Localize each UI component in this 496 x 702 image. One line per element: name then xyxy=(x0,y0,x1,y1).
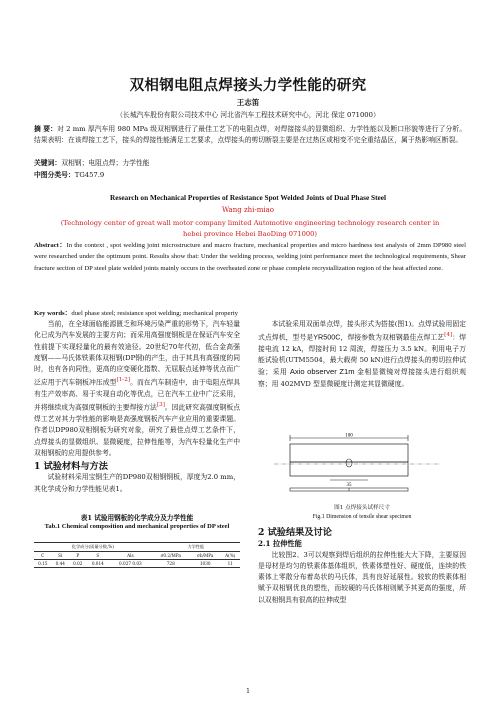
table-1-cell: 0.014 xyxy=(87,560,110,568)
english-affiliation-line2: hebei province Hebei BaoDing 071000) xyxy=(183,229,317,238)
english-title: Research on Mechanical Properties of Resistance Spot Welded Joints of Dual Phase Steel xyxy=(109,193,387,202)
table-1-group-mech: 力学性能 xyxy=(152,543,240,552)
page-number: 1 xyxy=(246,688,250,695)
right-column xyxy=(258,319,466,390)
reference-4[interactable]: [4] xyxy=(444,332,453,339)
table-1-chemical-composition xyxy=(34,542,240,568)
spot-weld-nugget xyxy=(346,459,352,467)
section-2 xyxy=(258,527,466,606)
abstract-label: 摘 要： xyxy=(34,125,58,133)
abstract-cn xyxy=(34,124,466,146)
clc-label: 中图分类号： xyxy=(34,171,75,179)
section-1-paragraph: 试验材料采用宝钢生产的DP980双相钢钢板，厚度为2.0 mm，其化学成分和力学性能见表1。 xyxy=(34,473,240,493)
table-1-header: σb/MPa xyxy=(190,552,221,560)
dimension-35-label: 35 xyxy=(346,483,352,488)
figure-1-specimen-drawing xyxy=(272,432,444,498)
intro-paragraph-1: 当前，在全球面临能源匮乏和环境污染严重的形势下，汽车轻量化已成为汽车发展的主要方向；而采用高强度钢板是在保证汽车安全性前提下实现轻量化的最有效途径。20世纪70年代初，低合金高强度钢——马氏体铁素体双相钢(DP钢)的产生，由于其具有高强度的同时，也有各向同性，更高的应变硬化指数、无屈服点延伸等优点而广泛应用于汽车钢板冲压成型[1-2]。而在汽车制造中，由于电阻点焊具有生产效率高、易于实现自动化等优点，已在汽车工业中广泛采用，并将继续成为高强度钢板的主要焊接方法[3]。因此研究高强度钢板点焊工艺对其力学性能的影响是高强度钢板汽车产业应用的重要课题。作者以DP980双相钢板为研究对象，研究了最佳点焊工艺条件下，点焊接头的显微组织、显微硬度，拉伸性能等，为汽车轻量化生产中双相钢板的应用提供参考。 xyxy=(34,320,241,457)
english-keywords-text: duel phase steel; resistance spot welding; mechanical property xyxy=(71,310,238,317)
reference-1-2[interactable]: [1-2] xyxy=(116,377,131,384)
english-abstract-label: Abstract： xyxy=(34,242,67,249)
table-1-header: S xyxy=(87,552,110,560)
english-keywords xyxy=(34,307,466,317)
keywords-text: 双相钢；电阻点焊；力学性能 xyxy=(61,159,150,167)
abstract-text: 对 2 mm 厚汽车用 980 MPa 级双相钢进行了最佳工艺下的电阻点焊，对焊接接头的显微组织、力学性能以及断口形貌等进行了分析。结果表明：在该焊接工艺下，接头的焊接性能满足工艺要求，点焊接头的剪切断裂主要是在过热区或相变不完全重结晶区，属于热影响区断裂。 xyxy=(34,125,466,145)
method-paragraph: 本试验采用双面单点焊，接头形式为搭接(图1)。点焊试验用固定式点焊机，型号是YR500C，焊接参数为双相钢最佳点焊工艺[4]：焊接电流 12 kA，焊接时间 12 周波，焊接压力 3.5 kN。利用电子万能试验机(UTM5504，最大载荷 50 kN)进行点焊接头的剪切拉伸试验；采用 Axio observer Z1m 金相显微镜对焊接接头进行组织观察；用 402MVD 型显微硬度计测定其显微硬度。 xyxy=(258,320,467,388)
english-author: Wang zhi-miao xyxy=(221,206,275,214)
table-1-cell: 0.02 xyxy=(69,560,87,568)
microscope-model: Axio observer Z1m xyxy=(289,367,355,377)
keywords-label: 关键词： xyxy=(34,159,62,167)
table-1-cell: 11 xyxy=(221,560,240,568)
english-abstract xyxy=(34,240,466,274)
author-name: 王志笛 xyxy=(236,98,260,107)
table-1-header: C xyxy=(34,552,52,560)
reference-3[interactable]: [3] xyxy=(156,402,165,409)
table-1-header: σ0.2/MPa xyxy=(152,552,190,560)
clc-number xyxy=(34,170,466,181)
table-1-cell: 0.027 0.03 xyxy=(109,560,152,568)
table-1-cell: 1030 xyxy=(190,560,221,568)
english-affiliation xyxy=(34,218,466,239)
section-2-1-heading: 2.1 拉伸性能 xyxy=(258,539,302,549)
table-1-header: Als xyxy=(109,552,152,560)
paper-title: 双相钢电阻点焊接头力学性能的研究 xyxy=(129,77,367,94)
table-1-cell: 728 xyxy=(152,560,190,568)
affiliation: （长城汽车股份有限公司技术中心 河北省汽车工程技术研究中心，河北 保定 071000） xyxy=(116,111,380,119)
table-1-caption-cn: 表1 试验用钢板的化学成分及力学性能 xyxy=(80,514,194,522)
section-2-1-paragraph: 比较图2、3可以观察到焊后组织的拉伸性能大大下降，主要原因是母材是均匀的铁素体基体组织，铁素体塑性好、硬度低，连续的铁素体上零散分布着岛状的马氏体，具有良好延展性。较软的铁素体相赋予双相钢优良的塑性，而较硬的马氏体相则赋予其更高的强度，所以双相钢具有很高的拉伸成型 xyxy=(258,550,466,604)
welder-model: YR500C xyxy=(313,332,341,342)
table-1-group-chem: 化学成分(质量分数,%) xyxy=(34,543,152,552)
figure-1-caption-cn: 图1 点焊接头试样尺寸 xyxy=(334,505,390,511)
english-abstract-text: In the context , spot welding joint microstructure and macro fracture, mechanical properties and micro hardness test analysis of 2mm DP980 steel were researched under the optimum point. Results show that: Under the welding process, welding joint performance meet the technological requirements, Shear fracture section of DP steel plate welded joints mainly occurs in the overheated zone or phase complete recrystallization region of the heat affected zone. xyxy=(34,242,466,272)
left-column xyxy=(34,319,240,495)
table-1-header: P xyxy=(69,552,87,560)
clc-text: TG457.9 xyxy=(74,171,105,179)
table-1-cell: 0.44 xyxy=(52,560,70,568)
table-1-header: A(%) xyxy=(221,552,240,560)
table-1-header: Si xyxy=(52,552,70,560)
figure-1-caption-en: Fig.1 Dimension of tensile shear specimen xyxy=(312,514,412,520)
section-1-heading: 1 试验材料与方法 xyxy=(34,461,108,473)
dimension-100-label: 100 xyxy=(345,433,353,439)
table-1-caption-en: Tab.1 Chemical composition and mechanical properties of DP steel xyxy=(44,523,230,530)
keywords-cn xyxy=(34,158,466,169)
english-affiliation-line1: (Technology center of great wall motor company limited Automotive engineering technology research center in xyxy=(60,219,440,227)
english-keywords-label: Key words： xyxy=(34,310,72,317)
table-1-cell: 0.15 xyxy=(34,560,52,568)
section-2-heading: 2 试验结果及讨论 xyxy=(258,527,332,538)
